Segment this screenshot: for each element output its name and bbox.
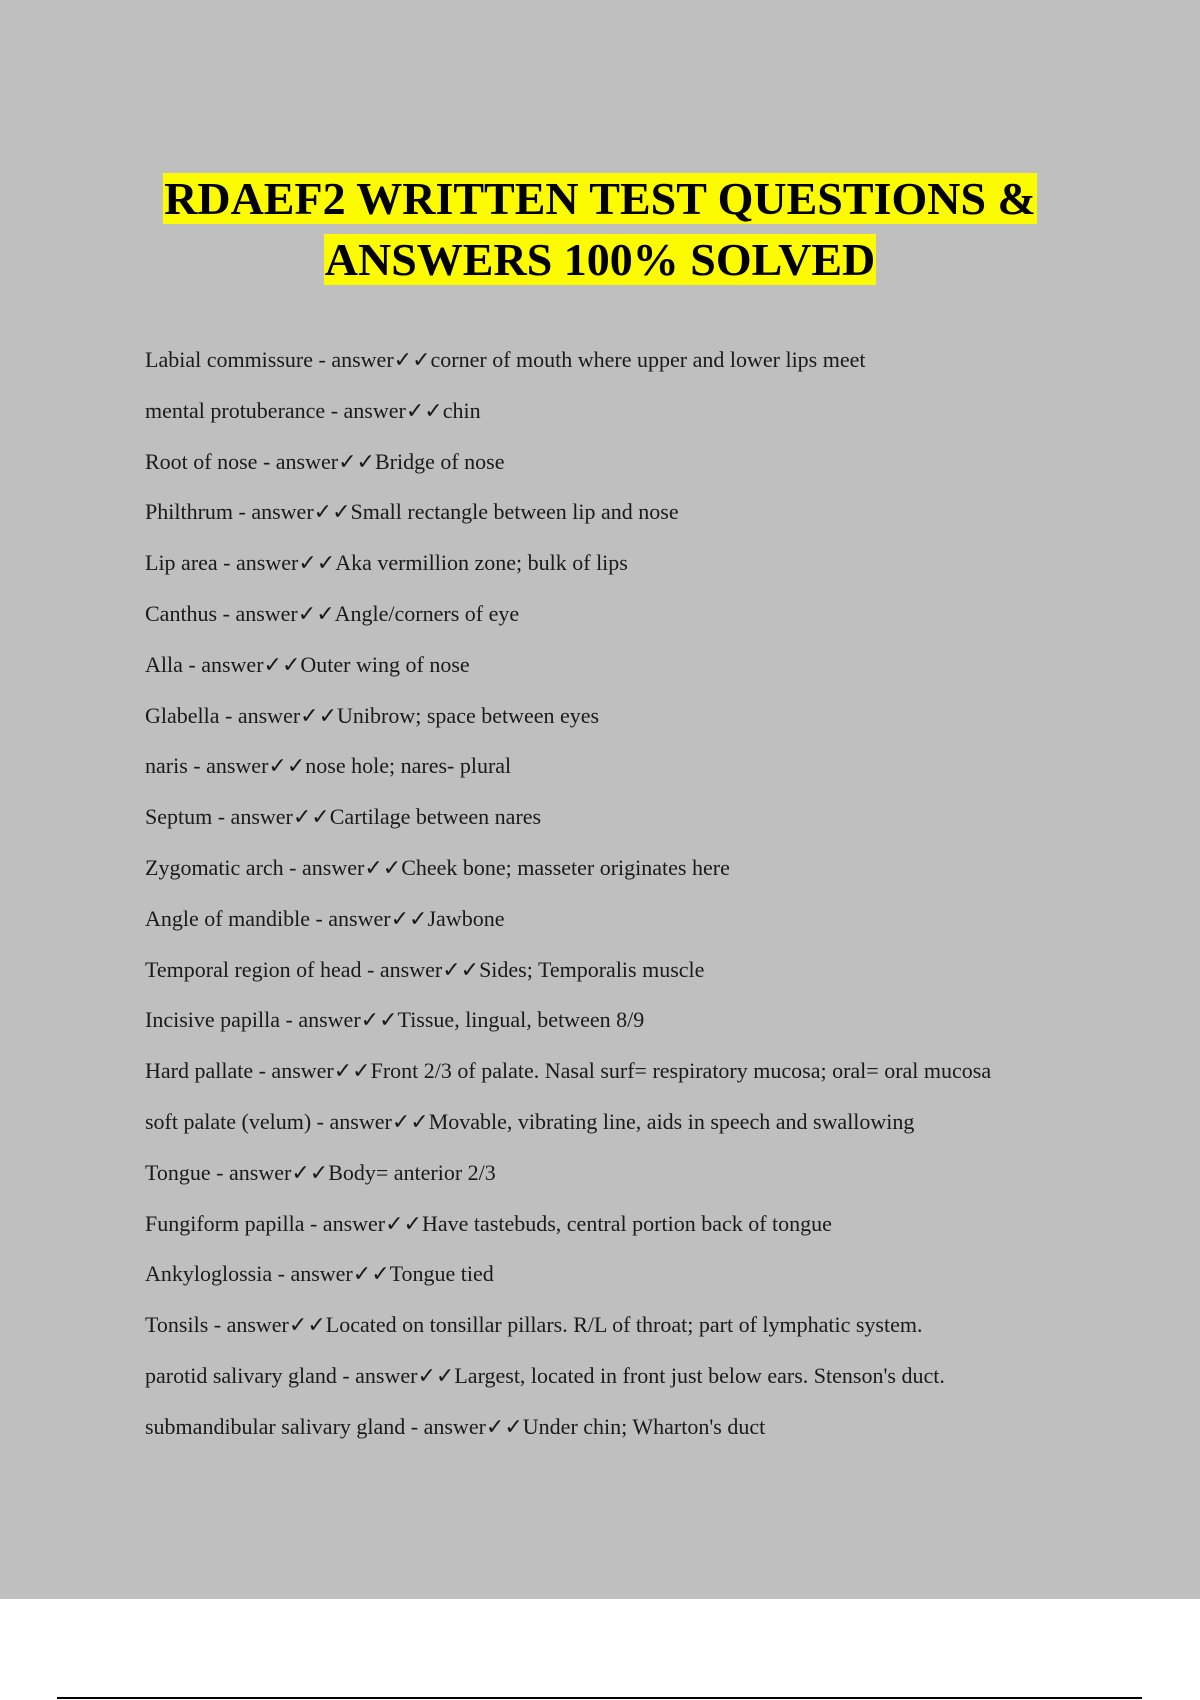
checkmark-icon: ✓✓ (292, 804, 330, 830)
entry-separator: - answer (309, 905, 391, 931)
checkmark-icon: ✓✓ (298, 550, 336, 576)
qa-entry (145, 1351, 1145, 1402)
qa-entry (145, 1249, 1145, 1300)
entry-separator: - answer (219, 702, 301, 728)
entry-term: Canthus (145, 600, 218, 626)
qa-entry (145, 1300, 1145, 1351)
entry-term: Angle of mandible (145, 905, 310, 931)
qa-entry (145, 437, 1145, 488)
qa-entry (145, 386, 1145, 437)
checkmark-icon: ✓✓ (291, 1159, 329, 1185)
qa-entry (145, 1046, 1145, 1097)
entry-definition: Front 2/3 of palate. Nasal surf= respiratory mucosa; oral= oral mucosa (370, 1058, 992, 1084)
entry-separator: - answer (272, 1261, 353, 1287)
entry-term: Hard pallate (145, 1058, 254, 1084)
checkmark-icon: ✓✓ (297, 600, 335, 626)
checkmark-icon: ✓✓ (393, 347, 431, 372)
entry-definition: Movable, vibrating line, aids in speech and swallowing (428, 1108, 915, 1134)
qa-entry (145, 691, 1145, 742)
qa-entry (145, 843, 1145, 894)
entry-term: Septum (145, 804, 213, 830)
entry-term: Tonsils (145, 1312, 209, 1338)
qa-entry (145, 1097, 1145, 1148)
checkmark-icon: ✓✓ (391, 1108, 429, 1134)
entry-separator: - answer (257, 448, 339, 474)
entry-separator: - answer (208, 1312, 289, 1338)
entry-separator: - answer (217, 550, 299, 576)
entry-separator: - answer (361, 956, 443, 982)
checkmark-icon: ✓✓ (268, 753, 306, 779)
qa-entry (145, 538, 1145, 589)
entry-term: Ankyloglossia (145, 1261, 273, 1287)
entry-definition: Largest, located in front just below ears. Stenson's duct. (454, 1362, 945, 1388)
entry-term: submandibular salivary gland (145, 1413, 406, 1439)
checkmark-icon: ✓✓ (300, 702, 338, 728)
checkmark-icon: ✓✓ (417, 1362, 455, 1388)
entry-separator: - answer (405, 1413, 486, 1439)
entry-definition: Bridge of nose (374, 448, 505, 474)
entry-definition: Angle/corners of eye (334, 600, 520, 626)
qa-entry (145, 1148, 1145, 1199)
entry-separator: - answer (280, 1007, 361, 1033)
checkmark-icon: ✓✓ (333, 1058, 371, 1084)
qa-entry (145, 640, 1145, 691)
checkmark-icon: ✓✓ (360, 1007, 398, 1033)
entry-term: Fungiform papilla (145, 1210, 305, 1236)
entry-separator: - answer (217, 600, 298, 626)
checkmark-icon: ✓✓ (263, 651, 301, 677)
entry-definition: Aka vermillion zone; bulk of lips (335, 550, 628, 576)
entry-definition: chin (442, 397, 481, 423)
qa-entry (145, 945, 1145, 996)
entry-term: parotid salivary gland (145, 1362, 337, 1388)
checkmark-icon: ✓✓ (485, 1413, 523, 1439)
checkmark-icon: ✓✓ (313, 499, 351, 525)
entry-term: Zygomatic arch (145, 854, 284, 880)
entry-separator: - answer (283, 854, 365, 880)
entry-term: naris (145, 753, 188, 779)
entry-term: Temporal region of head (145, 956, 362, 982)
checkmark-icon: ✓✓ (405, 397, 443, 423)
entry-term: Incisive papilla (145, 1007, 281, 1033)
entry-definition: Cartilage between nares (329, 804, 542, 830)
entry-separator: - answer (311, 1108, 392, 1134)
checkmark-icon: ✓✓ (338, 448, 375, 474)
title-line-1: RDAEF2 WRITTEN TEST QUESTIONS & (164, 173, 1036, 224)
entry-term: Lip area (145, 550, 218, 576)
entry-definition: Small rectangle between lip and nose (350, 499, 679, 525)
qa-entry (145, 1199, 1145, 1250)
entry-separator: - answer (313, 347, 394, 372)
entry-term: Alla (145, 651, 183, 677)
checkmark-icon: ✓✓ (288, 1312, 326, 1338)
entry-term: Philthrum (145, 499, 234, 525)
entry-definition: Sides; Temporalis muscle (479, 956, 705, 982)
entry-term: soft palate (velum) (145, 1108, 312, 1134)
entry-definition: Outer wing of nose (300, 651, 470, 677)
entry-definition: nose hole; nares- plural (305, 753, 512, 779)
qa-entry (145, 589, 1145, 640)
entry-separator: - answer (304, 1210, 386, 1236)
entry-definition: Jawbone (427, 905, 505, 931)
entry-definition: Tongue tied (389, 1261, 494, 1287)
entry-definition: corner of mouth where upper and lower lips meet (430, 347, 866, 372)
entry-separator: - answer (336, 1362, 418, 1388)
document-title (0, 168, 1200, 290)
entry-separator: - answer (210, 1159, 292, 1185)
entry-definition: Under chin; Wharton's duct (522, 1413, 766, 1439)
checkmark-icon: ✓✓ (352, 1261, 390, 1287)
qa-entry (145, 1402, 1145, 1453)
entry-definition: Tissue, lingual, between 8/9 (397, 1007, 645, 1033)
entry-separator: - answer (325, 397, 406, 423)
entry-separator: - answer (253, 1058, 334, 1084)
entry-term: Tongue (145, 1159, 211, 1185)
entry-separator: - answer (212, 804, 293, 830)
entry-term: mental protuberance (145, 397, 326, 423)
entry-definition: Have tastebuds, central portion back of tongue (422, 1210, 832, 1236)
qa-entry (145, 792, 1145, 843)
qa-entry (145, 741, 1145, 792)
entry-term: Root of nose (145, 448, 258, 474)
entry-definition: Unibrow; space between eyes (337, 702, 600, 728)
qa-entry (145, 894, 1145, 945)
qa-entry (145, 995, 1145, 1046)
entry-separator: - answer (233, 499, 314, 525)
checkmark-icon: ✓✓ (442, 956, 480, 982)
bottom-divider (57, 1697, 1142, 1699)
entry-definition: Located on tonsillar pillars. R/L of throat; part of lymphatic system. (325, 1312, 923, 1338)
checkmark-icon: ✓✓ (390, 905, 428, 931)
qa-entry (145, 487, 1145, 538)
qa-list (145, 335, 1145, 1453)
title-line-2: ANSWERS 100% SOLVED (324, 234, 876, 285)
entry-definition: Cheek bone; masseter originates here (401, 854, 730, 880)
qa-entry (145, 335, 1145, 386)
entry-separator: - answer (187, 753, 269, 779)
checkmark-icon: ✓✓ (385, 1210, 422, 1236)
entry-term: Glabella (145, 702, 220, 728)
entry-term: Labial commissure (145, 347, 314, 372)
checkmark-icon: ✓✓ (364, 854, 402, 880)
entry-separator: - answer (182, 651, 264, 677)
entry-definition: Body= anterior 2/3 (328, 1159, 496, 1185)
